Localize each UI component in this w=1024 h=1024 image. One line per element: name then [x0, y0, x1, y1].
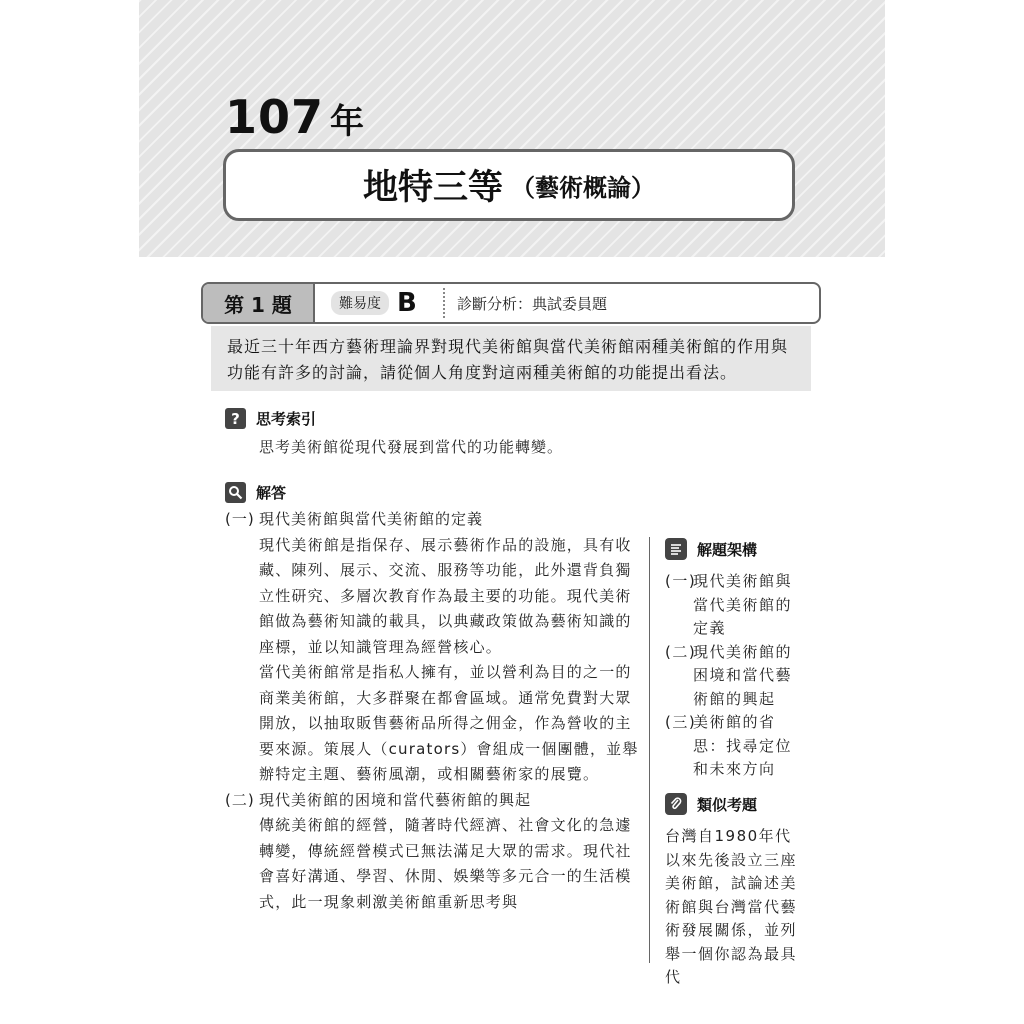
exam-title-box [223, 149, 795, 221]
answer-title: 解答 [256, 484, 287, 502]
framework-title: 解題架構 [697, 540, 758, 559]
framework-header [665, 538, 805, 560]
thinking-text: 思考美術館從現代發展到當代的功能轉變。 [259, 438, 564, 456]
section-title: 現代美術館與當代美術館的定義 [259, 510, 484, 528]
framework-item-text: 現代美術館與當代美術館的定義 [693, 572, 793, 637]
question-info-bar [201, 282, 821, 324]
framework-item [665, 570, 805, 641]
framework-box [665, 538, 805, 782]
framework-list [665, 570, 805, 782]
header-band [139, 0, 885, 257]
sidebar-divider [649, 537, 650, 963]
thinking-title: 思考索引 [256, 410, 317, 428]
difficulty [315, 284, 441, 322]
framework-item-text: 美術館的省思：找尋定位和未來方向 [693, 713, 793, 778]
answer-paragraph: 現代美術館是指保存、展示藝術作品的設施，具有收藏、陳列、展示、交流、服務等功能，此外還背負獨立性研究、多層次教育作為最主要的功能。現代美術館做為藝術知識的載具，以典藏政策做為藝術知識的座標，並以知識管理為經營核心。 [259, 535, 632, 656]
framework-item [665, 641, 805, 712]
framework-item-num: (一) [665, 572, 697, 590]
diagnosis-text: 診斷分析：典試委員題 [457, 294, 608, 313]
answer-paragraph: 傳統美術館的經營，隨著時代經濟、社會文化的急遽轉變，傳統經營模式已無法滿足大眾的需求。現代社會喜好溝通、學習、休閒、娛樂等多元合一的生活模式，此一現象刺激美術館重新思考與 [259, 816, 632, 911]
framework-item-text: 現代美術館的困境和當代藝術館的興起 [693, 642, 793, 708]
similar-title: 類似考題 [697, 795, 758, 814]
question-mark-icon: ? [225, 408, 246, 429]
exam-page [139, 0, 885, 1024]
framework-item [665, 711, 805, 782]
exam-year [225, 90, 365, 144]
similar-header [665, 793, 805, 815]
section-number: (二) [225, 790, 255, 809]
exam-title: 地特三等 [362, 168, 503, 208]
similar-question-box [665, 793, 805, 990]
section-title: 現代美術館的困境和當代藝術館的興起 [259, 790, 532, 809]
exam-subject: （藝術概論） [511, 173, 655, 202]
answer-body [225, 507, 645, 915]
difficulty-grade: B [397, 288, 417, 318]
difficulty-label: 難易度 [331, 291, 389, 315]
answer-header [225, 482, 286, 503]
section-heading [225, 507, 645, 533]
framework-item-num: (二) [665, 642, 697, 661]
year-number: 107 [225, 90, 325, 144]
magnifier-icon [225, 482, 246, 503]
similar-text: 台灣自1980年代以來先後設立三座美術館，試論述美術館與台灣當代藝術發展關係，並列舉一個你認為最具代 [665, 827, 798, 986]
question-text: 最近三十年西方藝術理論界對現代美術館與當代美術館兩種美術館的作用與功能有許多的討論，請從個人角度對這兩種美術館的功能提出看法。 [211, 326, 811, 391]
year-unit: 年 [330, 102, 366, 142]
list-icon [665, 538, 687, 560]
question-number: 第 1 題 [203, 284, 315, 322]
answer-paragraph: 當代美術館常是指私人擁有，並以營利為目的之一的商業美術館，大多群聚在都會區域。通常免費對大眾開放，以抽取販售藝術品所得之佣金，作為營收的主要來源。策展人（curators）會組成一個團體，並舉辦特定主題、藝術風潮，或相關藝術家的展覽。 [259, 663, 639, 783]
section-number: (一) [225, 510, 255, 528]
section-heading [225, 788, 645, 814]
framework-item-num: (三) [665, 713, 697, 731]
thinking-header [225, 408, 316, 429]
paperclip-icon [665, 793, 687, 815]
